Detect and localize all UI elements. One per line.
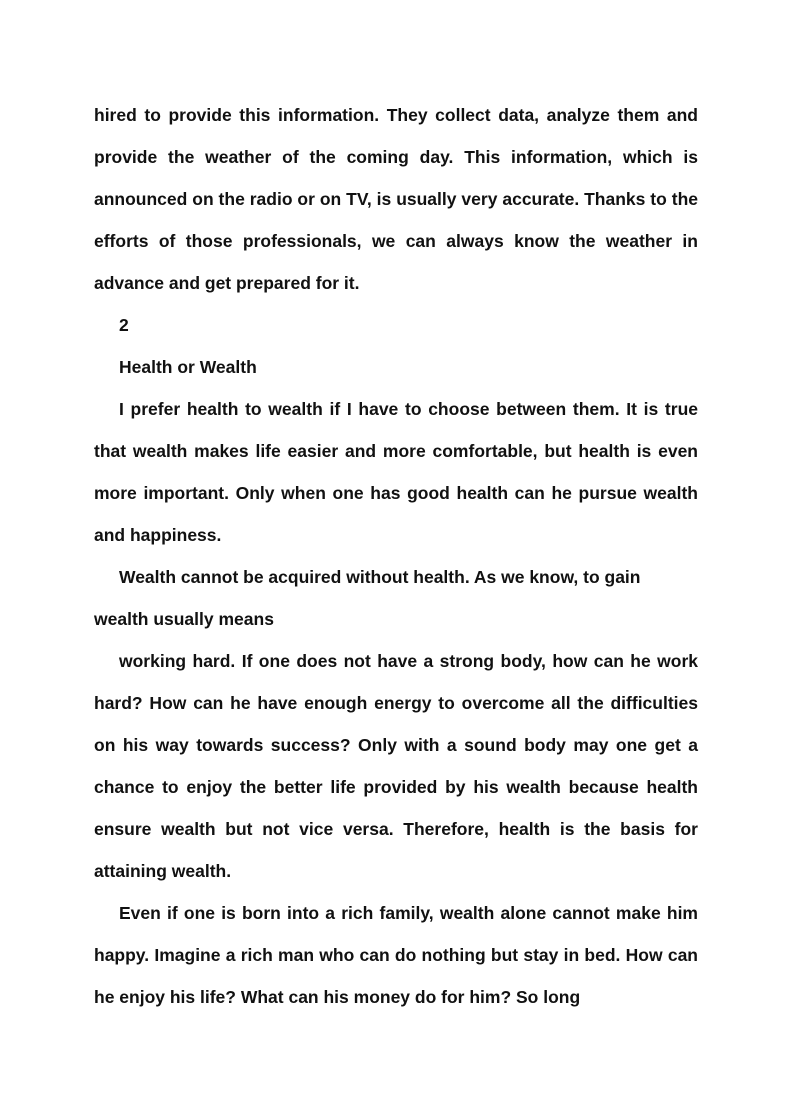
paragraph-intro: I prefer health to wealth if I have to choose between them. It is true that wealth makes life easier and more comfortable, but health is even more important. Only when one has good health can he pursue wealth and happiness. [94, 399, 698, 545]
paragraph-weather-continued: hired to provide this information. They collect data, analyze them and provide the weather of the coming day. This information, which is announced on the radio or on TV, is usually very accurate. Thanks to the efforts of those professionals, we can always know the weather in advance and get prepared for it. [94, 105, 698, 293]
section-title: Health or Wealth [119, 357, 257, 377]
document-page [94, 94, 698, 1018]
paragraph-rich-family: Even if one is born into a rich family, wealth alone cannot make him happy. Imagine a rich man who can do nothing but stay in bed. How can he enjoy his life? What can his money do for him? So long [94, 903, 698, 1007]
section-number: 2 [119, 315, 129, 335]
paragraph-wealth-acquired: Wealth cannot be acquired without health. As we know, to gain wealth usually means [94, 567, 641, 629]
paragraph-working-hard: working hard. If one does not have a strong body, how can he work hard? How can he have enough energy to overcome all the difficulties on his way towards success? Only with a sound body may one get a chance to enjoy the better life provided by his wealth because health ensure wealth but not vice versa. Therefore, health is the basis for attaining wealth. [94, 651, 698, 881]
